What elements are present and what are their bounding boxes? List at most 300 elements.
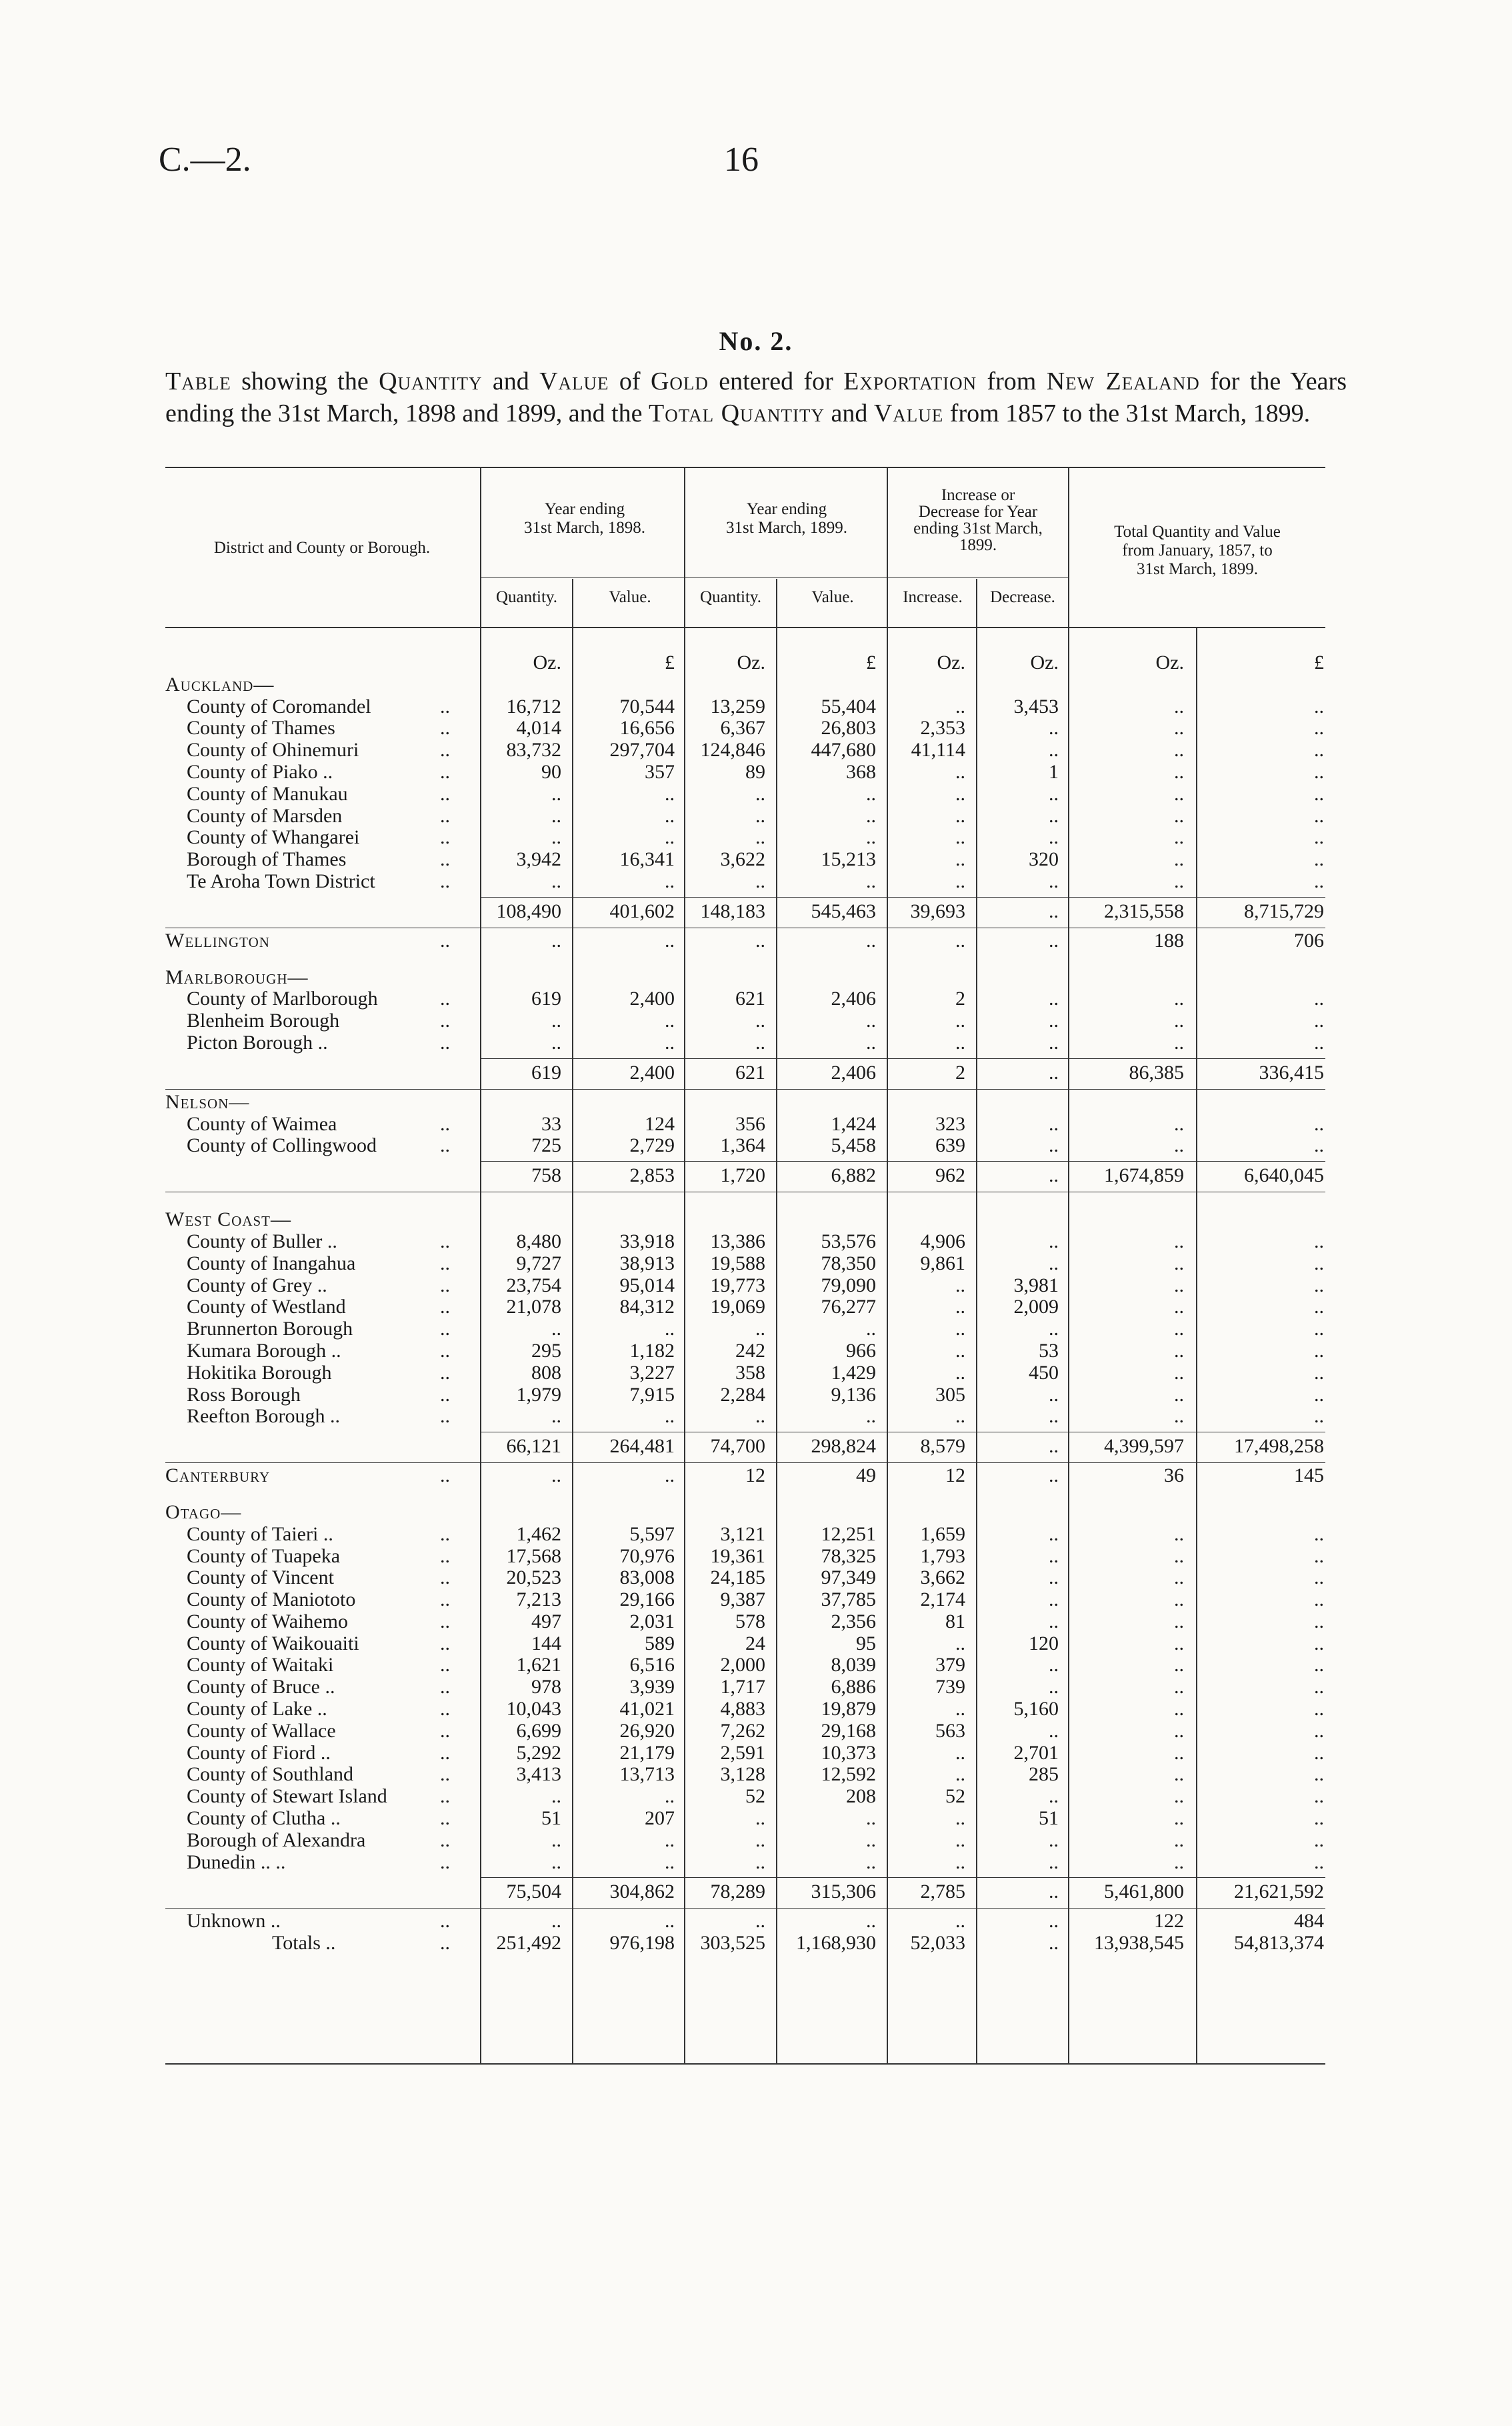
cell-value: ..	[1174, 739, 1184, 762]
table-row	[165, 1589, 1325, 1611]
cell-value: ..	[755, 1851, 765, 1873]
cell-value: 2,729	[629, 1134, 675, 1157]
cell-value: 79,090	[821, 1274, 876, 1296]
row-label: Dunedin .. ..	[187, 1851, 286, 1873]
cell-value: 1,621	[516, 1654, 561, 1676]
table-row	[165, 1253, 1325, 1275]
header-increase-decrease: Increase or Decrease for Year ending 31st March, 1899.	[913, 486, 1043, 554]
cell-value: ..	[866, 1851, 876, 1873]
cell-value: ..	[1174, 1566, 1184, 1589]
cell-value: ..	[1314, 988, 1324, 1010]
top-rule	[165, 467, 1325, 468]
total-rule	[480, 897, 1325, 898]
cell-value: ..	[866, 1318, 876, 1340]
cell-value: 962	[935, 1164, 965, 1187]
cell-value: ..	[1174, 870, 1184, 892]
cell-value: ..	[1049, 1610, 1059, 1632]
cell-value: 17,498,258	[1234, 1435, 1324, 1458]
leader-dots: ..	[440, 1932, 450, 1955]
leader-dots: ..	[440, 1383, 450, 1406]
row-label: County of Buller ..	[187, 1230, 337, 1252]
caption-segment: from	[977, 367, 1047, 395]
cell-value: 10,043	[506, 1698, 561, 1720]
cell-value: 1,364	[720, 1134, 765, 1157]
cell-value: Oz.	[533, 652, 561, 674]
table-row	[165, 1611, 1325, 1633]
district-total-row	[165, 893, 1325, 930]
cell-value: 12,592	[821, 1763, 876, 1786]
table-row	[165, 1567, 1325, 1589]
cell-value: ..	[1174, 1654, 1184, 1676]
cell-value: 81	[945, 1610, 965, 1632]
cell-value: ..	[1174, 1274, 1184, 1296]
cell-value: 12,251	[821, 1522, 876, 1545]
cell-value: ..	[1049, 1851, 1059, 1873]
row-label: County of Stewart Island	[187, 1785, 387, 1808]
cell-value: ..	[755, 1010, 765, 1032]
cell-value: ..	[1049, 1031, 1059, 1054]
table-number: No. 2.	[719, 326, 793, 356]
cell-value: 251,492	[496, 1932, 561, 1955]
cell-value: 9,727	[516, 1252, 561, 1274]
row-label: County of Marsden	[187, 804, 343, 827]
cell-value: ..	[665, 804, 675, 827]
cell-value: ..	[551, 1405, 561, 1428]
cell-value: ..	[1049, 1881, 1059, 1903]
cell-value: ..	[665, 929, 675, 952]
cell-value: 1,720	[720, 1164, 765, 1187]
header-total-quantity-value: Total Quantity and Value from January, 1857, to 31st March, 1899.	[1114, 523, 1281, 578]
cell-value: 24,185	[710, 1566, 765, 1589]
cell-value: 1,429	[831, 1361, 876, 1384]
cell-value: ..	[1314, 1807, 1324, 1830]
cell-value: ..	[551, 1910, 561, 1933]
cell-value: 5,597	[629, 1522, 675, 1545]
cell-value: 120	[1029, 1632, 1059, 1654]
cell-value: ..	[1174, 1318, 1184, 1340]
cell-value: ..	[665, 1785, 675, 1808]
cell-value: ..	[955, 1274, 965, 1296]
cell-value: ..	[1174, 826, 1184, 849]
header-quantity-1898: Quantity.	[495, 588, 558, 606]
cell-value: ..	[665, 870, 675, 892]
cell-value: Oz.	[937, 652, 965, 674]
cell-value: ..	[1174, 1588, 1184, 1611]
cell-value: ..	[866, 1829, 876, 1851]
row-label: County of Waihemo	[187, 1610, 349, 1632]
cell-value: ..	[1049, 1464, 1059, 1487]
leader-dots: ..	[440, 695, 450, 718]
cell-value: 303,525	[700, 1932, 765, 1955]
header-bottom-rule	[165, 627, 1325, 628]
cell-value: 358	[735, 1361, 765, 1384]
cell-value: 95,014	[619, 1274, 675, 1296]
row-label: Brunnerton Borough	[187, 1318, 353, 1340]
leader-dots: ..	[440, 1134, 450, 1157]
cell-value: ..	[1174, 1610, 1184, 1632]
cell-value: ..	[1174, 1112, 1184, 1135]
cell-value: ..	[1049, 1164, 1059, 1187]
cell-value: ..	[866, 1910, 876, 1933]
cell-value: 315,306	[811, 1881, 876, 1903]
cell-value: 3,453	[1013, 695, 1059, 718]
cell-value: ..	[1314, 1851, 1324, 1873]
cell-value: ..	[755, 870, 765, 892]
cell-value: 9,136	[831, 1383, 876, 1406]
cell-value: 356	[735, 1112, 765, 1135]
cell-value: 4,883	[720, 1698, 765, 1720]
row-label: County of Coromandel	[187, 695, 371, 718]
cell-value: ..	[955, 760, 965, 783]
cell-value: ..	[755, 804, 765, 827]
table-row	[165, 718, 1325, 740]
table-row	[165, 1830, 1325, 1852]
row-label: Totals ..	[272, 1932, 336, 1955]
cell-value: 401,602	[609, 900, 675, 922]
cell-value: 38,913	[619, 1252, 675, 1274]
cell-value: 78,289	[710, 1881, 765, 1903]
cell-value: ..	[955, 1339, 965, 1362]
leader-dots: ..	[440, 1654, 450, 1676]
cell-value: 19,588	[710, 1252, 765, 1274]
cell-value: 305	[935, 1383, 965, 1406]
cell-value: 450	[1029, 1361, 1059, 1384]
cell-value: ..	[1049, 900, 1059, 922]
grand-total-row	[165, 1933, 1325, 1955]
row-label: Blenheim Borough	[187, 1010, 340, 1032]
total-rule	[165, 1462, 1325, 1463]
cell-value: 15,213	[821, 848, 876, 871]
cell-value: 208	[846, 1785, 876, 1808]
cell-value: 2,853	[629, 1164, 675, 1187]
cell-value: ..	[1314, 1588, 1324, 1611]
cell-value: 39,693	[910, 900, 965, 922]
row-label: Unknown ..	[187, 1910, 281, 1933]
cell-value: 148,183	[700, 900, 765, 922]
table-row	[165, 1275, 1325, 1297]
cell-value: 1,424	[831, 1112, 876, 1135]
cell-value: ..	[755, 1807, 765, 1830]
cell-value: 55,404	[821, 695, 876, 718]
leader-dots: ..	[440, 1785, 450, 1808]
cell-value: 1,717	[720, 1676, 765, 1698]
cell-value: ..	[1049, 1910, 1059, 1933]
cell-value: 2,406	[831, 988, 876, 1010]
table-row	[165, 1209, 1325, 1231]
cell-value: ..	[1174, 1361, 1184, 1384]
cell-value: ..	[1174, 1829, 1184, 1851]
row-label: County of Clutha ..	[187, 1807, 341, 1830]
cell-value: 23,754	[506, 1274, 561, 1296]
cell-value: 2,284	[720, 1383, 765, 1406]
table-row	[165, 1406, 1325, 1428]
cell-value: ..	[1049, 717, 1059, 740]
cell-value: 66,121	[506, 1435, 561, 1458]
cell-value: ..	[665, 782, 675, 805]
cell-value: ..	[1174, 1010, 1184, 1032]
cell-value: 13,938,545	[1094, 1932, 1184, 1955]
cell-value: 12	[945, 1464, 965, 1487]
row-label: County of Thames	[187, 717, 335, 740]
cell-value: ..	[755, 929, 765, 952]
leader-dots: ..	[440, 717, 450, 740]
cell-value: ..	[955, 1031, 965, 1054]
cell-value: 4,906	[920, 1230, 965, 1252]
row-label: Kumara Borough ..	[187, 1339, 341, 1362]
row-label: County of Whangarei	[187, 826, 360, 849]
cell-value: 90	[541, 760, 561, 783]
cell-value: 1,979	[516, 1383, 561, 1406]
cell-value: 83,732	[506, 739, 561, 762]
table-row	[165, 1633, 1325, 1655]
cell-value: 13,259	[710, 695, 765, 718]
row-label: County of Maniototo	[187, 1588, 356, 1611]
cell-value: ..	[1049, 1932, 1059, 1955]
cell-value: ..	[665, 1464, 675, 1487]
cell-value: 808	[531, 1361, 561, 1384]
table-row	[165, 988, 1325, 1010]
row-label: County of Wallace	[187, 1719, 336, 1742]
cell-value: 7,915	[629, 1383, 675, 1406]
cell-value: ..	[866, 782, 876, 805]
cell-value: 9,861	[920, 1252, 965, 1274]
cell-value: 19,361	[710, 1544, 765, 1567]
bottom-rule	[165, 2063, 1325, 2065]
cell-value: 86,385	[1129, 1061, 1184, 1084]
row-label: County of Fiord ..	[187, 1741, 331, 1764]
cell-value: 78,350	[821, 1252, 876, 1274]
cell-value: ..	[1314, 760, 1324, 783]
cell-value: 9,387	[720, 1588, 765, 1611]
cell-value: ..	[551, 804, 561, 827]
cell-value: Oz.	[1030, 652, 1059, 674]
leader-dots: ..	[440, 1851, 450, 1873]
cell-value: ..	[1174, 1632, 1184, 1654]
leader-dots: ..	[440, 1566, 450, 1589]
cell-value: 36	[1164, 1464, 1184, 1487]
caption-segment: and	[824, 399, 874, 427]
table-row	[165, 1786, 1325, 1808]
cell-value: 70,976	[619, 1544, 675, 1567]
cell-value: ..	[665, 1829, 675, 1851]
cell-value: ..	[955, 782, 965, 805]
cell-value: ..	[551, 870, 561, 892]
cell-value: ..	[551, 1829, 561, 1851]
cell-value: ..	[1314, 782, 1324, 805]
cell-value: 545,463	[811, 900, 876, 922]
cell-value: ..	[1174, 1252, 1184, 1274]
cell-value: ..	[1049, 1566, 1059, 1589]
cell-value: 1	[1049, 760, 1059, 783]
cell-value: ..	[665, 1910, 675, 1933]
cell-value: 2	[955, 1061, 965, 1084]
cell-value: ..	[665, 1031, 675, 1054]
cell-value: ..	[955, 929, 965, 952]
cell-value: ..	[866, 1807, 876, 1830]
cell-value: ..	[755, 1910, 765, 1933]
table-row	[165, 967, 1325, 989]
cell-value: 2,000	[720, 1654, 765, 1676]
cell-value: 2,400	[629, 988, 675, 1010]
cell-value: 2	[955, 988, 965, 1010]
cell-value: ..	[1314, 870, 1324, 892]
leader-dots: ..	[440, 739, 450, 762]
cell-value: 639	[935, 1134, 965, 1157]
cell-value: ..	[1049, 1383, 1059, 1406]
cell-value: 1,659	[920, 1522, 965, 1545]
cell-value: ..	[1174, 1230, 1184, 1252]
cell-value: ..	[1049, 1230, 1059, 1252]
cell-value: 758	[531, 1164, 561, 1187]
cell-value: 16,656	[619, 717, 675, 740]
cell-value: ..	[1049, 1405, 1059, 1428]
row-label: Marlborough—	[165, 966, 309, 988]
cell-value: 53,576	[821, 1230, 876, 1252]
row-label: County of Westland	[187, 1296, 346, 1318]
cell-value: 17,568	[506, 1544, 561, 1567]
cell-value: ..	[866, 1010, 876, 1032]
leader-dots: ..	[440, 760, 450, 783]
caption-segment: Value	[539, 367, 609, 395]
cell-value: ..	[1174, 1763, 1184, 1786]
district-total-row	[165, 1428, 1325, 1465]
cell-value: ..	[955, 1010, 965, 1032]
cell-value: ..	[1174, 1807, 1184, 1830]
cell-value: ..	[665, 826, 675, 849]
row-label: County of Waikouaiti	[187, 1632, 359, 1654]
cell-value: ..	[866, 1031, 876, 1054]
cell-value: 2,406	[831, 1061, 876, 1084]
table-row	[165, 762, 1325, 784]
cell-value: 2,031	[629, 1610, 675, 1632]
leader-dots: ..	[440, 1741, 450, 1764]
cell-value: 84,312	[619, 1296, 675, 1318]
cell-value: 124,846	[700, 739, 765, 762]
cell-value: ..	[955, 804, 965, 827]
cell-value: ..	[1314, 739, 1324, 762]
caption-segment: Total Quantity	[649, 399, 825, 427]
table-row	[165, 784, 1325, 806]
cell-value: ..	[955, 870, 965, 892]
cell-value: ..	[955, 1632, 965, 1654]
cell-value: ..	[755, 1829, 765, 1851]
cell-value: 75,504	[506, 1881, 561, 1903]
cell-value: 52,033	[910, 1932, 965, 1955]
cell-value: ..	[955, 1851, 965, 1873]
cell-value: 3,128	[720, 1763, 765, 1786]
row-label: Ross Borough	[187, 1383, 301, 1406]
cell-value: £	[1314, 652, 1324, 674]
row-label: County of Taieri ..	[187, 1522, 333, 1545]
cell-value: 2,701	[1013, 1741, 1059, 1764]
table-row	[165, 1808, 1325, 1830]
leader-dots: ..	[440, 1252, 450, 1274]
leader-dots: ..	[440, 1296, 450, 1318]
cell-value: 29,166	[619, 1588, 675, 1611]
cell-value: 336,415	[1259, 1061, 1324, 1084]
cell-value: 1,674,859	[1104, 1164, 1184, 1187]
caption-segment: Gold	[650, 367, 709, 395]
table-row	[165, 696, 1325, 718]
caption-segment: and	[482, 367, 540, 395]
header-value-1898: Value.	[609, 588, 651, 606]
cell-value: 3,622	[720, 848, 765, 871]
caption-segment: Quantity	[379, 367, 483, 395]
row-label: County of Collingwood	[187, 1134, 377, 1157]
cell-value: ..	[1314, 1632, 1324, 1654]
cell-value: 8,579	[920, 1435, 965, 1458]
cell-value: ..	[665, 1405, 675, 1428]
row-label: County of Southland	[187, 1763, 354, 1786]
cell-value: ..	[955, 848, 965, 871]
table-row	[165, 1502, 1325, 1524]
row-label: County of Bruce ..	[187, 1676, 335, 1698]
cell-value: ..	[955, 1296, 965, 1318]
cell-value: ..	[1314, 1318, 1324, 1340]
cell-value: 8,480	[516, 1230, 561, 1252]
cell-value: 589	[645, 1632, 675, 1654]
cell-value: 188	[1154, 929, 1184, 952]
cell-value: 2,315,558	[1104, 900, 1184, 922]
cell-value: 3,413	[516, 1763, 561, 1786]
cell-value: ..	[1174, 1405, 1184, 1428]
cell-value: 5,461,800	[1104, 1881, 1184, 1903]
leader-dots: ..	[440, 1807, 450, 1830]
cell-value: 297,704	[609, 739, 675, 762]
cell-value: ..	[1314, 695, 1324, 718]
row-label: County of Grey ..	[187, 1274, 327, 1296]
cell-value: ..	[551, 1851, 561, 1873]
cell-value: 368	[846, 760, 876, 783]
leader-dots: ..	[440, 1464, 450, 1487]
table-row	[165, 1465, 1325, 1487]
leader-dots: ..	[440, 870, 450, 892]
cell-value: ..	[551, 929, 561, 952]
cell-value: 12	[745, 1464, 765, 1487]
cell-value: ..	[1049, 1588, 1059, 1611]
cell-value: ..	[1314, 1134, 1324, 1157]
cell-value: ..	[1174, 760, 1184, 783]
cell-value: 108,490	[496, 900, 561, 922]
cell-value: 16,712	[506, 695, 561, 718]
cell-value: 6,886	[831, 1676, 876, 1698]
cell-value: 304,862	[609, 1881, 675, 1903]
cell-value: 320	[1029, 848, 1059, 871]
cell-value: 2,009	[1013, 1296, 1059, 1318]
cell-value: ..	[551, 782, 561, 805]
row-label: Borough of Thames	[187, 848, 347, 871]
row-label: County of Inangahua	[187, 1252, 356, 1274]
cell-value: ..	[955, 1405, 965, 1428]
row-label: County of Ohinemuri	[187, 739, 359, 762]
table-row	[165, 1231, 1325, 1253]
row-label: Picton Borough ..	[187, 1031, 328, 1054]
cell-value: ..	[1314, 1741, 1324, 1764]
cell-value: 207	[645, 1807, 675, 1830]
leader-dots: ..	[440, 1544, 450, 1567]
cell-value: ..	[551, 1010, 561, 1032]
table-row	[165, 1092, 1325, 1114]
cell-value: 78,325	[821, 1544, 876, 1567]
cell-value: ..	[1314, 1522, 1324, 1545]
cell-value: 24	[745, 1632, 765, 1654]
cell-value: ..	[1049, 1829, 1059, 1851]
total-rule	[480, 1058, 1325, 1059]
cell-value: ..	[1314, 1361, 1324, 1384]
cell-value: ..	[1314, 1010, 1324, 1032]
cell-value: 52	[945, 1785, 965, 1808]
cell-value: 13,713	[619, 1763, 675, 1786]
